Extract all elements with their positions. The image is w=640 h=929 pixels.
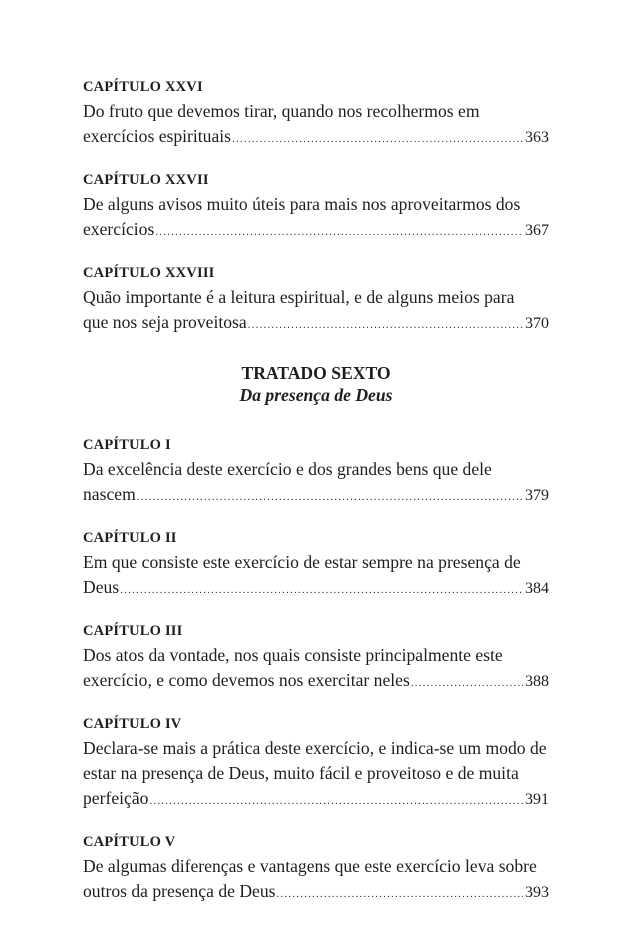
chapter-title-last-line	[83, 482, 549, 510]
chapter-label: CAPÍTULO XXVI	[83, 79, 203, 95]
chapter-title-end: exercícios	[83, 219, 155, 239]
table-of-contents	[83, 78, 549, 926]
chapter-title-last-line	[83, 217, 549, 245]
chapter-label: CAPÍTULO I	[83, 437, 171, 453]
dot-leader	[248, 313, 523, 338]
chapter-title: Da excelência deste exercício e dos grandes bens que dele	[83, 459, 492, 479]
chapter-title-last-line	[83, 124, 549, 152]
dot-leader	[276, 882, 523, 907]
dot-leader	[155, 220, 523, 245]
chapter-title-last-line	[83, 310, 549, 338]
chapter-title-end: exercício, e como devemos nos exercitar neles	[83, 670, 410, 690]
dot-leader	[149, 789, 523, 814]
page-number: 363	[525, 129, 549, 146]
chapter-label: CAPÍTULO III	[83, 623, 183, 639]
page-number: 388	[525, 673, 549, 690]
toc-entry-v	[83, 833, 549, 907]
chapter-title-end: que nos seja proveitosa	[83, 312, 247, 332]
toc-entry-xxvi	[83, 78, 549, 152]
chapter-title-end: outros da presença de Deus	[83, 881, 276, 901]
chapter-title: Do fruto que devemos tirar, quando nos recolhermos em	[83, 101, 480, 121]
chapter-title-end: perfeição	[83, 788, 149, 808]
chapter-title: De alguns avisos muito úteis para mais nos aproveitarmos dos	[83, 194, 521, 214]
dot-leader	[120, 578, 523, 603]
chapter-label: CAPÍTULO XXVIII	[83, 265, 215, 281]
toc-entry-i	[83, 436, 549, 510]
page-number: 370	[525, 315, 549, 332]
dot-leader	[232, 127, 523, 152]
treatise-heading	[83, 362, 549, 406]
chapter-title-end: nascem	[83, 484, 136, 504]
chapter-title: Dos atos da vontade, nos quais consiste principalmente este	[83, 645, 503, 665]
chapter-title-last-line	[83, 879, 549, 907]
toc-entry-ii	[83, 529, 549, 603]
page-number: 393	[525, 884, 549, 901]
toc-entry-iv	[83, 715, 549, 814]
toc-entry-xxvii	[83, 171, 549, 245]
toc-entry-iii	[83, 622, 549, 696]
chapter-label: CAPÍTULO V	[83, 834, 176, 850]
chapter-title: Declara-se mais a prática deste exercício, e indica-se um modo de estar na presença de Deus, muito fácil e proveitoso e de muita	[83, 738, 547, 783]
chapter-title-end: exercícios espirituais	[83, 126, 232, 146]
page-number: 384	[525, 580, 549, 597]
chapter-title-end: Deus	[83, 577, 120, 597]
chapter-title: Quão importante é a leitura espiritual, e de alguns meios para	[83, 287, 515, 307]
treatise-title: TRATADO SEXTO	[241, 363, 391, 383]
chapter-title: De algumas diferenças e vantagens que este exercício leva sobre	[83, 856, 537, 876]
chapter-title-last-line	[83, 668, 549, 696]
chapter-title-last-line	[83, 575, 549, 603]
toc-entry-xxviii	[83, 264, 549, 338]
page-number: 367	[525, 222, 549, 239]
page-number: 379	[525, 487, 549, 504]
chapter-label: CAPÍTULO II	[83, 530, 177, 546]
chapter-title-last-line	[83, 786, 549, 814]
page-number: 391	[525, 791, 549, 808]
treatise-subtitle: Da presença de Deus	[239, 385, 393, 405]
dot-leader	[411, 671, 523, 696]
chapter-label: CAPÍTULO IV	[83, 716, 182, 732]
chapter-label: CAPÍTULO XXVII	[83, 172, 209, 188]
dot-leader	[137, 485, 523, 510]
chapter-title: Em que consiste este exercício de estar sempre na presença de	[83, 552, 521, 572]
